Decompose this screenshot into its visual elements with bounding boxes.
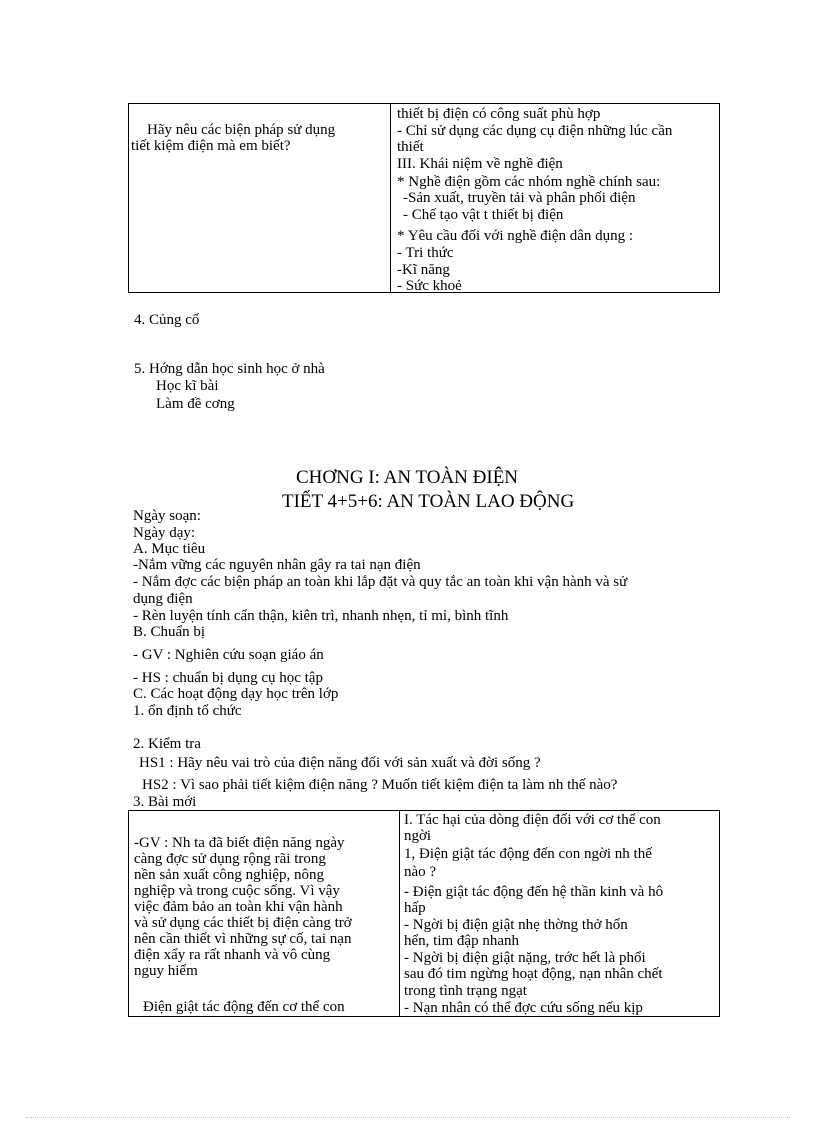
text-line: - Nạn nhân có thể đợc cứu sống nếu kịp [404, 1000, 643, 1016]
text-line: - Ngời bị điện giật nhẹ thờng thở hổn [404, 917, 628, 933]
text-line: - Tri thức [397, 245, 454, 261]
text-line: - HS : chuẩn bị dụng cụ học tập [133, 670, 323, 686]
text-line: - Điện giật tác động đến hệ thần kinh và hô [404, 884, 664, 900]
text-line: nguy hiểm [134, 963, 198, 979]
text-line: * Nghề điện gồm các nhóm nghề chính sau: [397, 174, 661, 190]
text-line: thiết [397, 139, 424, 155]
text-line: C. Các hoạt động dạy học trên lớp [133, 686, 339, 702]
text-line: 3. Bài mới [133, 794, 197, 810]
page-bottom-divider [26, 1117, 790, 1118]
text-line: HS1 : Hãy nêu vai trò của điện năng đối với sản xuất và đời sống ? [139, 755, 541, 771]
text-line: Điện giật tác động đến cơ thể con [143, 999, 345, 1015]
text-line: -Sản xuất, truyền tải và phân phối điện [403, 190, 636, 206]
table-bottom [128, 810, 720, 1017]
text-line: nào ? [404, 864, 437, 880]
text-line: - Ngời bị điện giật nặng, trớc hết là phổi [404, 950, 646, 966]
text-line: HS2 : Vì sao phải tiết kiệm điện năng ? Muốn tiết kiệm điện ta làm nh thế nào? [142, 777, 618, 793]
text-line: Ngày dạy: [133, 525, 196, 541]
text-line: điện xẩy ra rất nhanh và vô cùng [134, 947, 331, 963]
text-line: I. Tác hại của dòng điện đối với cơ thể con [404, 812, 661, 828]
text-line: -Kĩ năng [397, 262, 450, 278]
section-heading: 5. Hớng dẫn học sinh học ở nhà [134, 361, 325, 377]
text-line: * Yêu cầu đối với nghề điện dân dụng : [397, 228, 634, 244]
text-line: - Nắm đợc các biện pháp an toàn khi lắp đặt và quy tắc an toàn khi vận hành và sử [133, 574, 628, 590]
text-line: sau đó tim ngừng hoạt động, nạn nhân chết [404, 966, 663, 982]
table-top [128, 103, 720, 293]
list-item: Học kĩ bài [156, 378, 219, 394]
text-line: Hãy nêu các biện pháp sử dụng [147, 122, 336, 138]
text-line: hấp [404, 900, 426, 916]
text-line: trong tình trạng ngạt [404, 983, 527, 999]
text-line: -Nắm vững các nguyên nhân gây ra tai nạn điện [133, 557, 421, 573]
text-line: nền sản xuất công nghiệp, nông [134, 867, 324, 883]
text-line: 2. Kiểm tra [133, 736, 201, 752]
table-top-right-cell [391, 104, 720, 293]
text-line: nên cần thiết vì những sự cố, tai nạn [134, 931, 352, 947]
text-line: càng đợc sử dụng rộng rãi trong [134, 851, 326, 867]
text-line: thiết bị điện có công suất phù hợp [397, 106, 601, 122]
text-line: - Rèn luyện tính cẩn thận, kiên trì, nhanh nhẹn, tỉ mỉ, bình tĩnh [133, 608, 509, 624]
text-line: việc đảm bảo an toàn khi vận hành [134, 899, 343, 915]
lesson-title: TIẾT 4+5+6: AN TOÀN LAO ĐỘNG [282, 491, 575, 512]
text-line: tiết kiệm điện mà em biết? [131, 138, 291, 154]
text-line: B. Chuẩn bị [133, 624, 206, 640]
chapter-title: CHƠNG I: AN TOÀN ĐIỆN [296, 467, 519, 488]
table-bottom-right-cell [400, 811, 720, 1017]
text-line: - Sức khoẻ [397, 278, 462, 294]
text-line: 1, Điện giật tác động đến con ngời nh thế [404, 846, 652, 862]
text-line: 1. ổn định tổ chức [133, 703, 242, 719]
text-line: III. Khái niệm về nghề điện [397, 156, 563, 172]
text-line: - Chỉ sử dụng các dụng cụ điện những lúc cần [397, 123, 673, 139]
text-line: và sử dụng các thiết bị điện càng trở [134, 915, 352, 931]
text-line: -GV : Nh ta đã biết điện năng ngày [134, 835, 345, 851]
list-item: Làm đề cơng [156, 396, 235, 412]
text-line: ngời [404, 828, 432, 844]
text-line: Ngày soạn: [133, 508, 201, 524]
section-heading: 4. Củng cố [134, 312, 200, 328]
text-line: A. Mục tiêu [133, 541, 206, 557]
text-line: dụng điện [133, 591, 193, 607]
table-top-left-cell [129, 104, 391, 293]
text-line: nghiệp và trong cuộc sống. Vì vậy [134, 883, 340, 899]
table-bottom-left-cell [129, 811, 400, 1017]
text-line: hển, tim đập nhanh [404, 933, 519, 949]
text-line: - GV : Nghiên cứu soạn giáo án [133, 647, 324, 663]
text-line: - Chế tạo vật t thiết bị điện [403, 207, 564, 223]
